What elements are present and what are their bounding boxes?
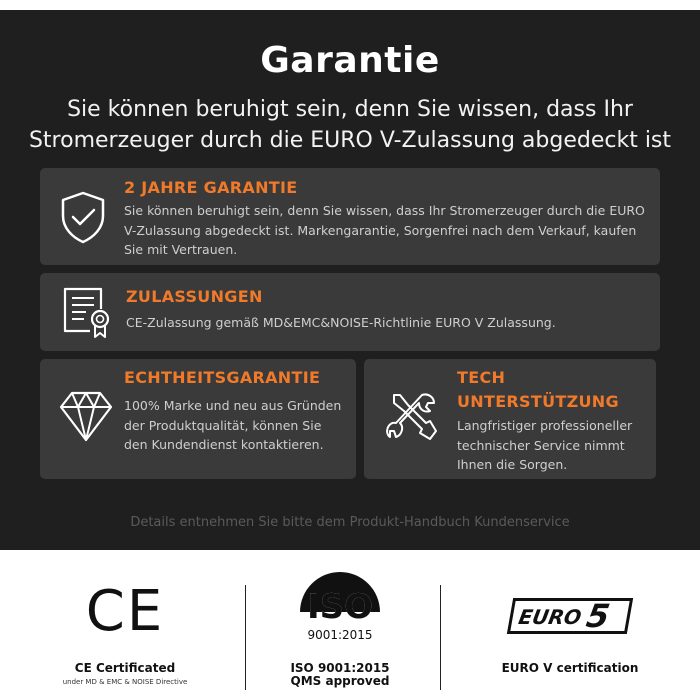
- card-title: TECH UNTERSTÜTZUNG: [457, 368, 619, 411]
- iso-number: 9001:2015: [307, 628, 373, 642]
- card-text: Sie können beruhigt sein, denn Sie wissen, dass Ihr Stromerzeuger durch die EURO V-Zulassung abgedeckt ist. Markengarantie, Sorgenfrei nach dem Verkauf, kaufen Sie mit Vertrauen.: [124, 203, 645, 257]
- card-text: Langfristiger professioneller technischer Service nimmt Ihnen die Sorgen.: [457, 418, 633, 472]
- card-text: CE-Zulassung gemäß MD&EMC&NOISE-Richtlinie EURO V Zulassung.: [126, 315, 556, 330]
- euro5-logo: [507, 598, 633, 634]
- iso-logo: ISO: [306, 587, 374, 627]
- page-title: Garantie: [260, 40, 440, 81]
- approvals-card: [40, 273, 660, 351]
- certificate-icon: [60, 285, 112, 339]
- iso-certification: [260, 560, 420, 700]
- authenticity-card: [40, 359, 356, 479]
- cert-title: EURO V certification: [501, 661, 639, 675]
- cert-title: CE Certificated: [74, 661, 176, 675]
- cert-title: ISO 9001:2015 QMS approved: [290, 661, 390, 688]
- top-white-strip: [0, 0, 700, 10]
- ce-logo: CE: [85, 579, 165, 644]
- euro-number: 5: [583, 597, 613, 635]
- cert-subtitle: under MD & EMC & NOISE Directive: [62, 678, 188, 686]
- card-title: ECHTHEITSGARANTIE: [124, 368, 321, 387]
- tools-icon: [386, 391, 438, 443]
- tech-support-card: [364, 359, 656, 479]
- page-subtitle: Sie können beruhigt sein, denn Sie wissen, dass Ihr Stromerzeuger durch die EURO V-Zulassung abgedeckt ist: [28, 97, 672, 153]
- cert-divider: [440, 585, 441, 690]
- cert-divider: [245, 585, 246, 690]
- footer-note: Details entnehmen Sie bitte dem Produkt-Handbuch Kundenservice: [130, 515, 570, 530]
- euro-text: EURO: [516, 605, 584, 629]
- shield-check-icon: [58, 190, 108, 245]
- card-title: ZULASSUNGEN: [126, 287, 263, 306]
- card-text: 100% Marke und neu aus Gründen der Produktqualität, können Sie den Kundendienst kontaktieren.: [124, 398, 342, 452]
- warranty-card: [40, 168, 660, 265]
- ce-certification: [40, 560, 210, 700]
- card-title: 2 JAHRE GARANTIE: [124, 178, 298, 197]
- diamond-icon: [58, 389, 114, 443]
- euro5-certification: [470, 560, 670, 700]
